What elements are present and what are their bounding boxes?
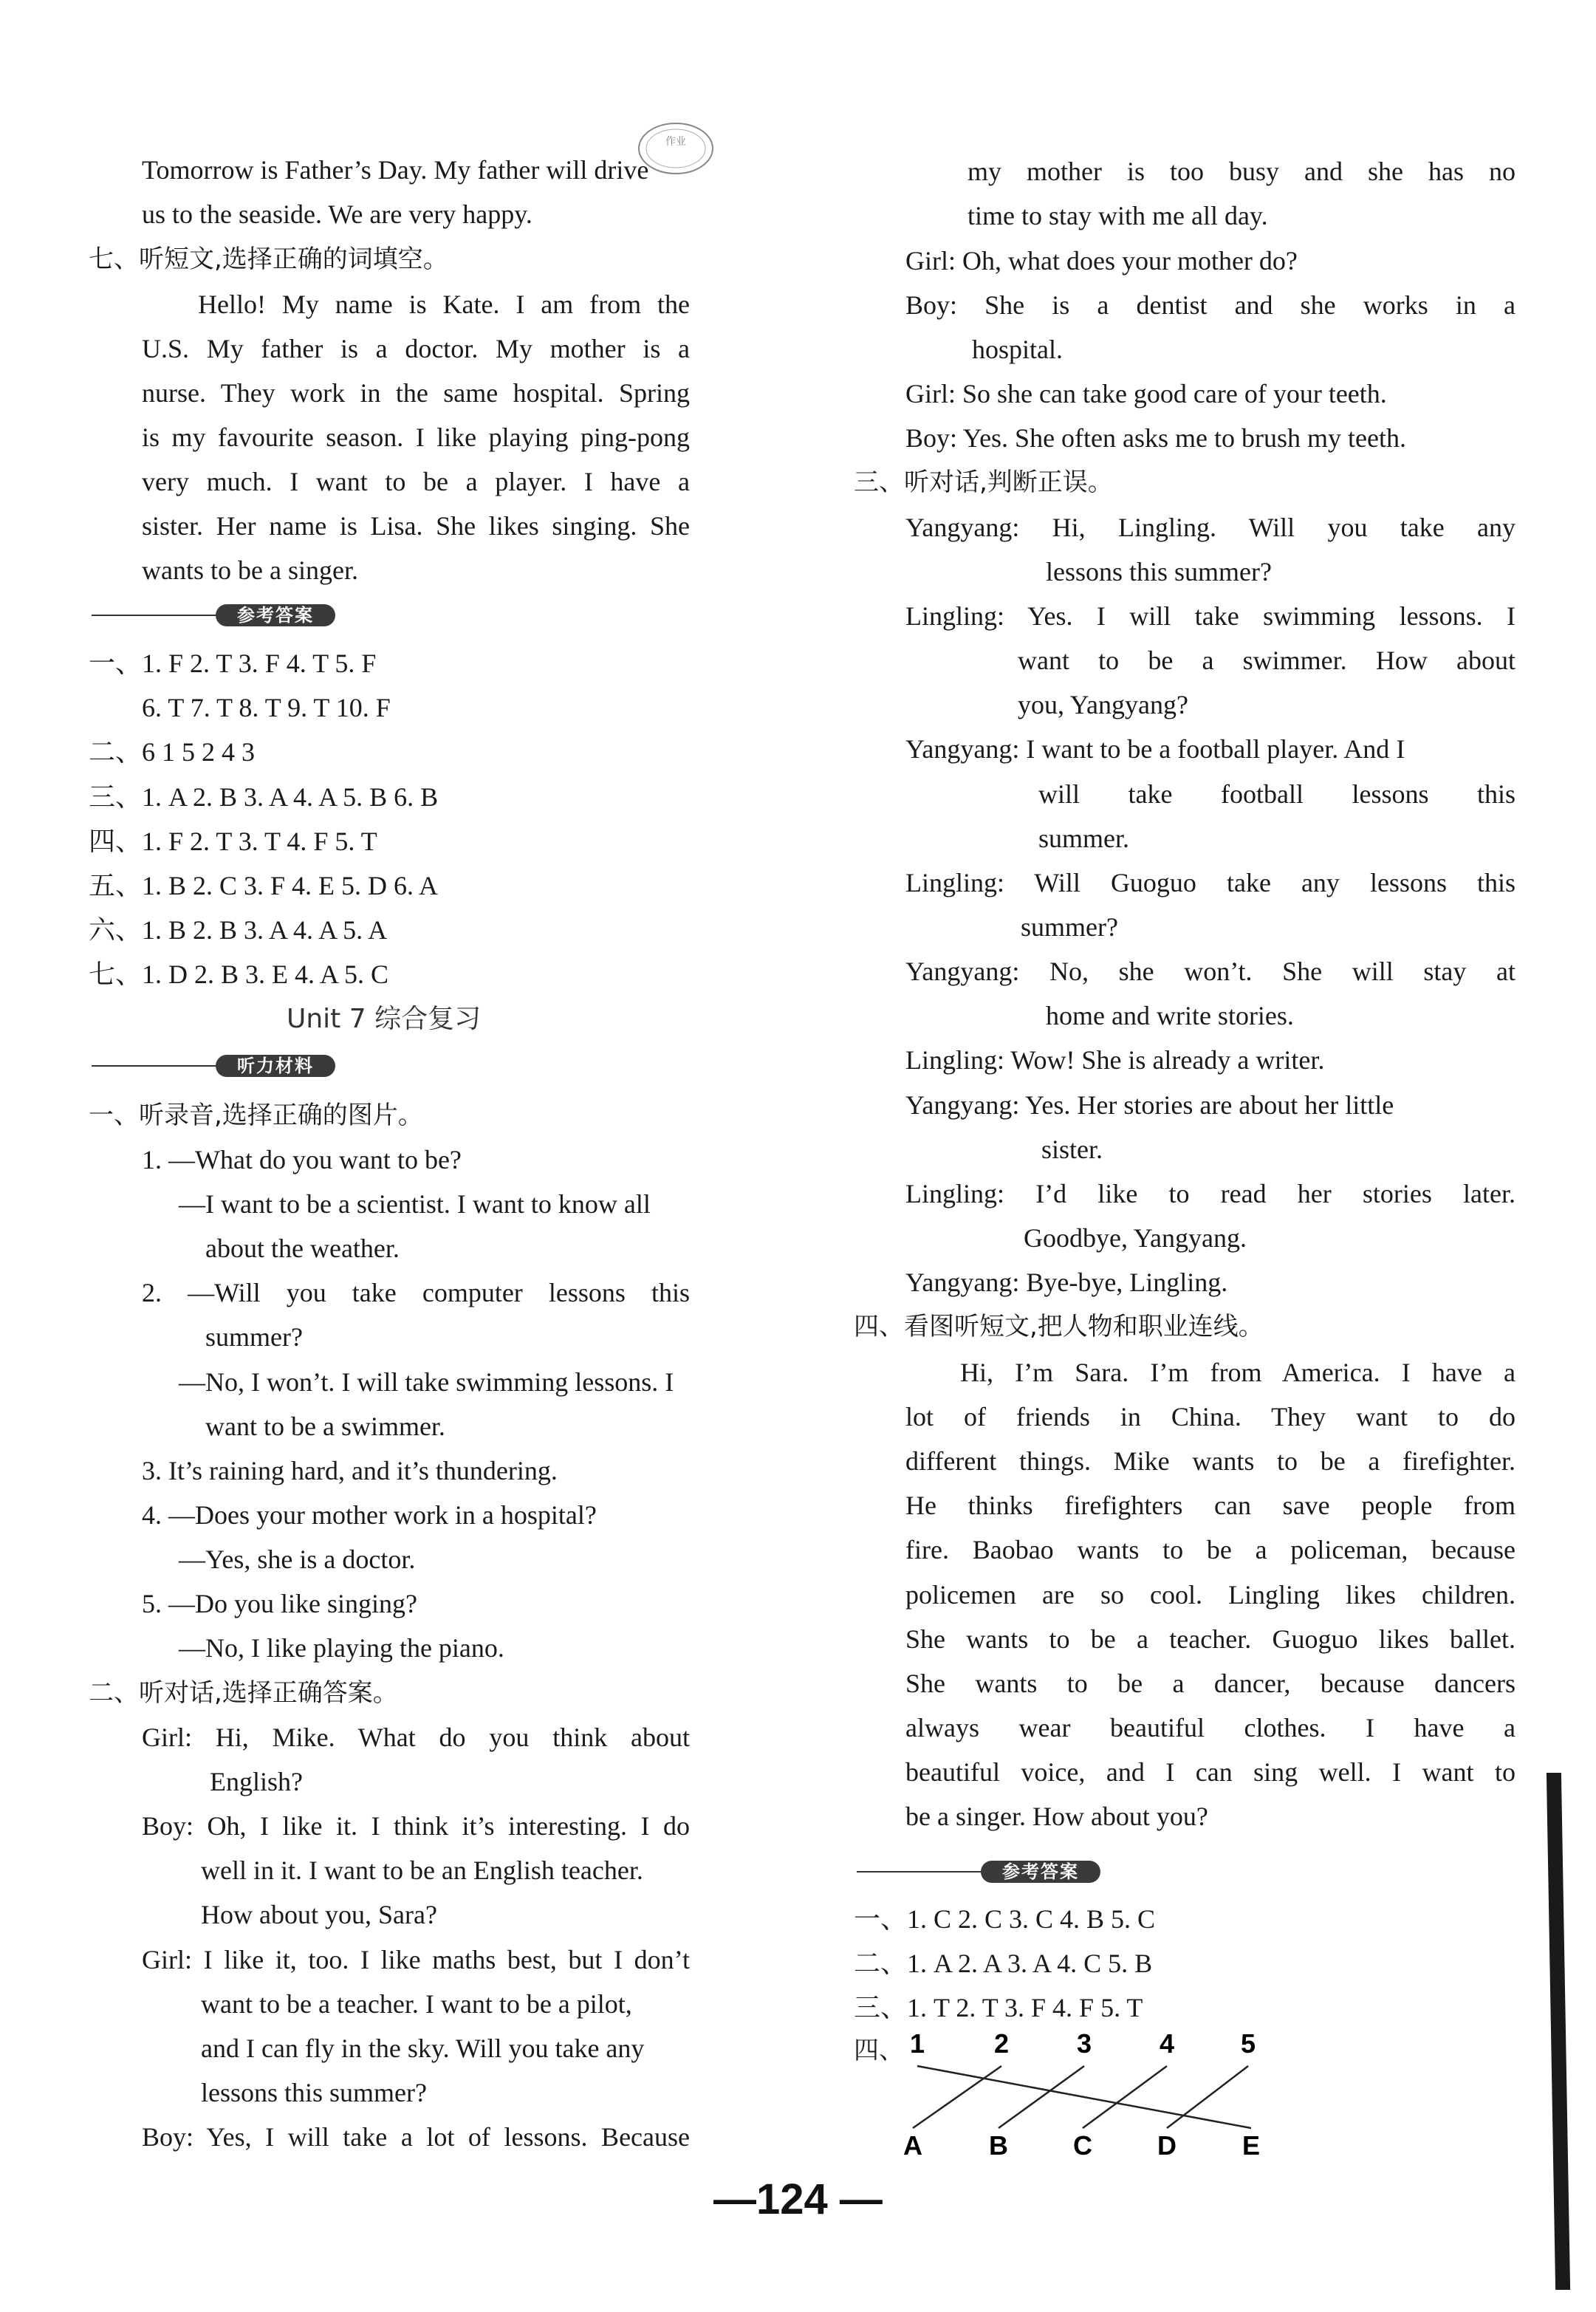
dialog-line: lessons this summer? — [201, 2078, 427, 2107]
dialog-line: will take football lessons this — [1038, 779, 1515, 809]
answer-line: 一、1. C 2. C 3. C 4. B 5. C — [854, 1904, 1156, 1934]
answer-line: 五、1. B 2. C 3. F 4. E 5. D 6. A — [89, 871, 439, 900]
match-line — [917, 2066, 1251, 2128]
answer-line: 三、1. T 2. T 3. F 4. F 5. T — [854, 1993, 1143, 2022]
dialog-line: 4. —Does your mother work in a hospital? — [142, 1500, 597, 1530]
passage-line: beautiful voice, and I can sing well. I want to — [905, 1757, 1515, 1787]
dialog-line: want to be a teacher. I want to be a pilot, — [201, 1989, 632, 2019]
passage-line: Hi, I’m Sara. I’m from America. I have a — [960, 1358, 1515, 1387]
match-line — [1083, 2066, 1167, 2128]
dialog-line: 1. —What do you want to be? — [142, 1145, 462, 1174]
banner-label: 参考答案 — [216, 604, 335, 626]
dialog-line: Yangyang: Hi, Lingling. Will you take any — [905, 513, 1515, 542]
dialog-line: Yangyang: I want to be a football player. And I — [905, 734, 1405, 764]
dialog-line: Yangyang: Yes. Her stories are about her little — [905, 1090, 1394, 1120]
dialog-line: —No, I won’t. I will take swimming lessons. I — [179, 1367, 674, 1397]
dialog-line: 3. It’s raining hard, and it’s thundering. — [142, 1456, 558, 1485]
dialog-line: Lingling: Yes. I will take swimming lessons. I — [905, 601, 1515, 631]
banner-label: 参考答案 — [981, 1861, 1100, 1883]
match-number: 3 — [1076, 2028, 1092, 2059]
text-line: Tomorrow is Father’s Day. My father will drive — [142, 155, 649, 185]
passage-line: sister. Her name is Lisa. She likes singing. She — [142, 511, 690, 541]
dialog-line: my mother is too busy and she has no — [967, 157, 1515, 186]
dialog-line: you, Yangyang? — [1018, 690, 1188, 719]
match-number: 1 — [909, 2028, 925, 2059]
dialog-line: Boy: Yes. She often asks me to brush my teeth. — [905, 423, 1406, 453]
match-line — [913, 2066, 1001, 2128]
dialog-line: Goodbye, Yangyang. — [1024, 1223, 1247, 1253]
dialog-line: well in it. I want to be an English teacher. — [201, 1856, 643, 1885]
dialog-line: 2. —Will you take computer lessons this — [142, 1278, 690, 1307]
dialog-line: How about you, Sara? — [201, 1900, 437, 1929]
match-number: 4 — [1159, 2028, 1175, 2059]
match-number: 5 — [1240, 2028, 1256, 2059]
dialog-line: summer. — [1038, 824, 1129, 853]
match-letter: D — [1157, 2130, 1177, 2161]
section-heading: 三、听对话,判断正误。 — [854, 468, 1113, 497]
passage-line: different things. Mike wants to be a firefighter. — [905, 1446, 1515, 1476]
passage-line: Hello! My name is Kate. I am from the — [198, 290, 690, 319]
passage-line: He thinks firefighters can save people from — [905, 1491, 1515, 1520]
answer-line: 四、1. F 2. T 3. T 4. F 5. T — [89, 827, 377, 856]
dialog-line: home and write stories. — [1046, 1001, 1294, 1030]
answers-banner — [857, 1861, 1100, 1883]
dialog-line: Boy: Yes, I will take a lot of lessons. Because — [142, 2122, 690, 2152]
dialog-line: English? — [210, 1767, 303, 1796]
dialog-line: time to stay with me all day. — [967, 201, 1268, 230]
passage-line: U.S. My father is a doctor. My mother is a — [142, 334, 690, 363]
dialog-line: Boy: She is a dentist and she works in a — [905, 290, 1515, 320]
passage-line: She wants to be a dancer, because dancers — [905, 1669, 1515, 1698]
section-heading: 七、听短文,选择正确的词填空。 — [89, 244, 448, 274]
match-letter: E — [1241, 2130, 1261, 2161]
dialog-line: Girl: Oh, what does your mother do? — [905, 246, 1298, 276]
answer-line: 三、1. A 2. B 3. A 4. A 5. B 6. B — [89, 782, 439, 812]
banner-label: 听力材料 — [216, 1055, 335, 1077]
passage-line: very much. I want to be a player. I have a — [142, 467, 690, 496]
passage-line: be a singer. How about you? — [905, 1802, 1208, 1831]
dialog-line: Lingling: Will Guoguo take any lessons this — [905, 868, 1515, 897]
match-letter: C — [1073, 2130, 1092, 2161]
text-line: us to the seaside. We are very happy. — [142, 199, 532, 229]
dialog-line: 5. —Do you like singing? — [142, 1589, 417, 1618]
dialog-line: hospital. — [972, 335, 1063, 364]
dialog-line: —I want to be a scientist. I want to know all — [179, 1189, 651, 1219]
dialog-line: sister. — [1041, 1135, 1103, 1164]
dialog-line: Yangyang: Bye-bye, Lingling. — [905, 1268, 1228, 1297]
dialog-line: want to be a swimmer. How about — [1018, 646, 1515, 675]
passage-line: lot of friends in China. They want to do — [905, 1402, 1515, 1432]
dialog-line: Boy: Oh, I like it. I think it’s interesting. I do — [142, 1811, 690, 1841]
answer-line: 二、6 1 5 2 4 3 — [89, 737, 256, 767]
passage-line: is my favourite season. I like playing ping-pong — [142, 423, 690, 452]
matching-diagram — [857, 2028, 1300, 2161]
dialog-line: Lingling: I’d like to read her stories later. — [905, 1179, 1515, 1208]
dialog-line: and I can fly in the sky. Will you take any — [201, 2034, 645, 2063]
answer-line: 6. T 7. T 8. T 9. T 10. F — [142, 693, 391, 722]
answer-line: 二、1. A 2. A 3. A 4. C 5. B — [854, 1949, 1153, 1978]
answers-banner — [92, 604, 335, 626]
match-letter: A — [903, 2130, 922, 2161]
answer-line: 六、1. B 2. B 3. A 4. A 5. A — [89, 915, 388, 945]
listening-banner — [92, 1055, 335, 1077]
page-number: —124 — — [713, 2175, 883, 2223]
passage-line: wants to be a singer. — [142, 555, 358, 585]
match-line — [1167, 2066, 1248, 2128]
section-heading: 二、听对话,选择正确答案。 — [89, 1678, 398, 1708]
dialog-line: —No, I like playing the piano. — [179, 1633, 504, 1663]
section-heading: 四、看图听短文,把人物和职业连线。 — [854, 1312, 1264, 1341]
dialog-line: —Yes, she is a doctor. — [179, 1545, 416, 1574]
dialog-line: want to be a swimmer. — [205, 1412, 445, 1441]
dialog-line: summer? — [205, 1322, 303, 1352]
answer-line: 七、1. D 2. B 3. E 4. A 5. C — [89, 960, 389, 989]
dialog-line: Girl: I like it, too. I like maths best, but I don’t — [142, 1945, 690, 1974]
match-letter: B — [989, 2130, 1008, 2161]
match-line — [999, 2066, 1084, 2128]
passage-line: always wear beautiful clothes. I have a — [905, 1713, 1515, 1742]
unit-title: Unit 7 综合复习 — [287, 1004, 482, 1034]
passage-line: She wants to be a teacher. Guoguo likes ballet. — [905, 1624, 1515, 1654]
passage-line: policemen are so cool. Lingling likes children. — [905, 1580, 1515, 1610]
dialog-line: about the weather. — [205, 1234, 400, 1263]
dialog-line: Lingling: Wow! She is already a writer. — [905, 1045, 1325, 1075]
section-heading: 一、听录音,选择正确的图片。 — [89, 1101, 423, 1130]
match-label: 四、 — [854, 2036, 904, 2065]
passage-line: nurse. They work in the same hospital. Spring — [142, 378, 690, 408]
dialog-line: Yangyang: No, she won’t. She will stay at — [905, 957, 1515, 986]
dialog-line: summer? — [1021, 912, 1118, 942]
dialog-line: Girl: So she can take good care of your teeth. — [905, 379, 1387, 408]
match-number: 2 — [993, 2028, 1010, 2059]
passage-line: fire. Baobao wants to be a policeman, because — [905, 1535, 1515, 1564]
dialog-line: Girl: Hi, Mike. What do you think about — [142, 1723, 690, 1752]
dialog-line: lessons this summer? — [1046, 557, 1272, 586]
answer-line: 一、1. F 2. T 3. F 4. T 5. F — [89, 649, 377, 678]
svg-text:作业: 作业 — [665, 136, 686, 148]
